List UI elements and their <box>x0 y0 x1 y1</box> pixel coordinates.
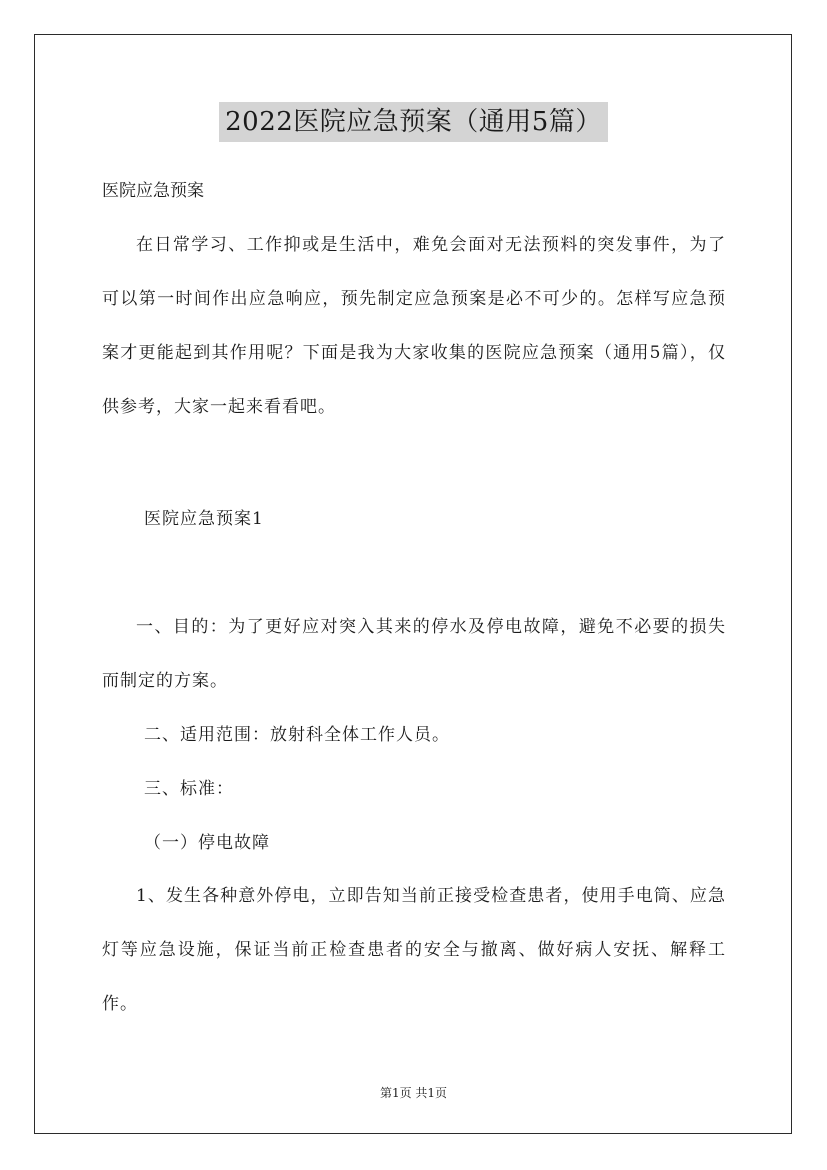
title-container <box>0 102 827 142</box>
intro-paragraph: 在日常学习、工作抑或是生活中，难免会面对无法预料的突发事件，为了可以第一时间作出应急响应，预先制定应急预案是必不可少的。怎样写应急预案才更能起到其作用呢？下面是我为大家收集的医院应急预案（通用5篇），仅供参考，大家一起来看看吧。 <box>102 235 726 417</box>
document-title: 2022医院应急预案（通用5篇） <box>219 102 608 142</box>
page-footer: 第1页 共1页 <box>379 1086 448 1100</box>
document-subtitle: 医院应急预案 <box>102 181 204 201</box>
purpose-paragraph: 一、目的：为了更好应对突入其来的停水及停电故障，避免不必要的损失而制定的方案。 <box>102 617 726 691</box>
scope-line: 二、适用范围：放射科全体工作人员。 <box>144 725 450 745</box>
standard-line: 三、标准： <box>144 779 234 799</box>
item1-paragraph: 1、发生各种意外停电，立即告知当前正接受检查患者，使用手电筒、应急灯等应急设施，保证当前正检查患者的安全与撤离、做好病人安抚、解释工作。 <box>102 886 726 1014</box>
section-heading: 医院应急预案1 <box>144 509 264 529</box>
subsection-heading: （一）停电故障 <box>144 833 270 853</box>
